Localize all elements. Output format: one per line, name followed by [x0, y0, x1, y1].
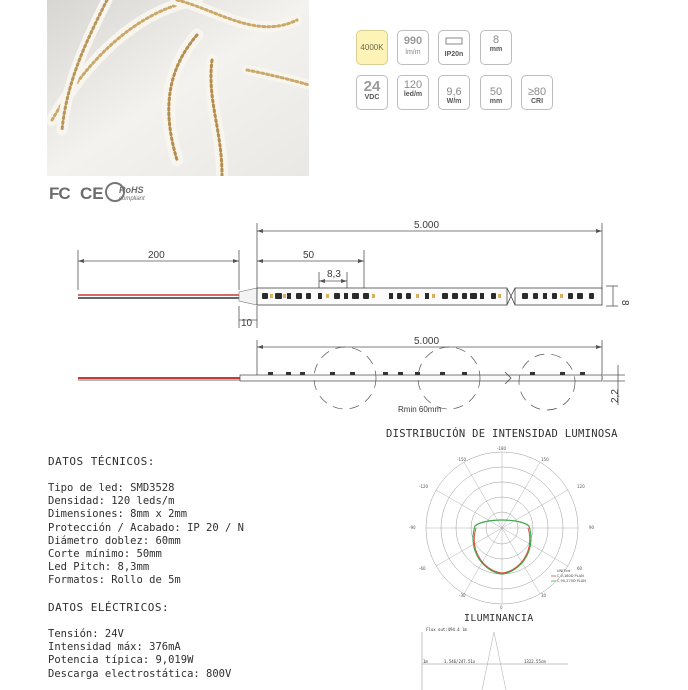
legend-c0: C 0-180D PLAN — [557, 574, 584, 578]
tech-line: Diámetro doblez: 60mm — [48, 534, 181, 547]
elec-line: Tensión: 24V — [48, 628, 124, 640]
fc-logo: FC — [49, 184, 70, 203]
lumen-badge: 990 lm/m — [397, 30, 429, 65]
illuminance-diameter: 1322.55cm — [524, 659, 546, 664]
dim-pitch: 8,3 — [327, 269, 341, 280]
angle-label: 60 — [577, 566, 583, 571]
legend-c90: C 90-270D PLAN — [557, 579, 586, 583]
angle-label: 90 — [589, 525, 595, 530]
angle-label: -120 — [419, 484, 429, 489]
led-strip-photo — [47, 0, 309, 176]
dim-connector: 10 — [241, 318, 253, 329]
angle-label: -90 — [409, 525, 416, 530]
tech-line: Protección / Acabado: IP 20 / N — [48, 521, 244, 534]
illuminance-distance: 1m — [423, 659, 428, 664]
angle-label: -60 — [419, 566, 426, 571]
tech-line: Corte mínimo: 50mm — [48, 548, 162, 561]
bend-radius: Rmin 60mm — [398, 405, 442, 414]
elec-heading: DATOS ELÉCTRICOS: — [48, 601, 170, 614]
dim-lead: 200 — [148, 250, 165, 261]
elec-list — [48, 628, 231, 681]
tech-list — [48, 482, 244, 588]
tech-line: Tipo de led: SMD3528 — [48, 482, 175, 494]
tech-line: Formatos: Rollo de 5m — [48, 574, 181, 587]
angle-label: -30 — [459, 593, 466, 598]
polar-unit: UNIT:cd — [557, 569, 571, 573]
illuminance-chart — [414, 626, 574, 690]
angle-label: -180 — [497, 446, 507, 451]
dim-total-top: 5.000 — [414, 220, 440, 231]
dim-total-side: 5.000 — [414, 336, 440, 347]
illuminance-flux: Flux out:494.4 lm — [426, 627, 467, 632]
voltage-badge: 24 VDC — [356, 75, 388, 110]
illuminance-value: 1.546/247.51x — [444, 659, 476, 664]
density-badge: 120 led/m — [397, 75, 429, 110]
rohs-label: RoHS — [119, 185, 144, 195]
dim-cut: 50 — [303, 250, 315, 261]
tech-line: Densidad: 120 leds/m — [48, 495, 175, 508]
polar-chart — [405, 444, 605, 610]
tech-heading: DATOS TÉCNICOS: — [48, 455, 155, 468]
ip-badge: IP20n — [438, 30, 470, 65]
angle-label: 150 — [541, 457, 549, 462]
elec-line: Intensidad máx: 376mA — [48, 641, 181, 654]
angle-label: -150 — [457, 457, 467, 462]
cri-badge: ≥80 CRI — [521, 75, 553, 110]
cut-badge: 50 mm — [480, 75, 512, 110]
technical-drawings — [0, 210, 688, 425]
elec-line: Descarga electrostática: 800V — [48, 667, 232, 680]
angle-label: 120 — [577, 484, 585, 489]
dim-width: 8 — [619, 300, 630, 306]
width-badge: 8 mm — [480, 30, 512, 65]
cct-badge: 4000K — [356, 30, 388, 65]
tech-line: Led Pitch: 8,3mm — [48, 561, 150, 574]
elec-line: Potencia típica: 9,019W — [48, 654, 194, 667]
ce-logo: CE — [80, 184, 104, 203]
tech-line: Dimensiones: 8mm x 2mm — [48, 508, 188, 521]
certifications — [49, 184, 159, 208]
dim-height: 2,2 — [610, 389, 621, 403]
rohs-sub: compliant — [119, 196, 145, 202]
product-photo — [47, 0, 309, 176]
angle-label: 0 — [500, 605, 503, 610]
ip-icon — [444, 36, 464, 46]
illuminance-title: ILUMINANCIA — [464, 613, 534, 624]
angle-label: 30 — [541, 593, 547, 598]
polar-title: DISTRIBUCIÓN DE INTENSIDAD LUMINOSA — [386, 428, 618, 440]
power-badge: 9,6 W/m — [438, 75, 470, 110]
